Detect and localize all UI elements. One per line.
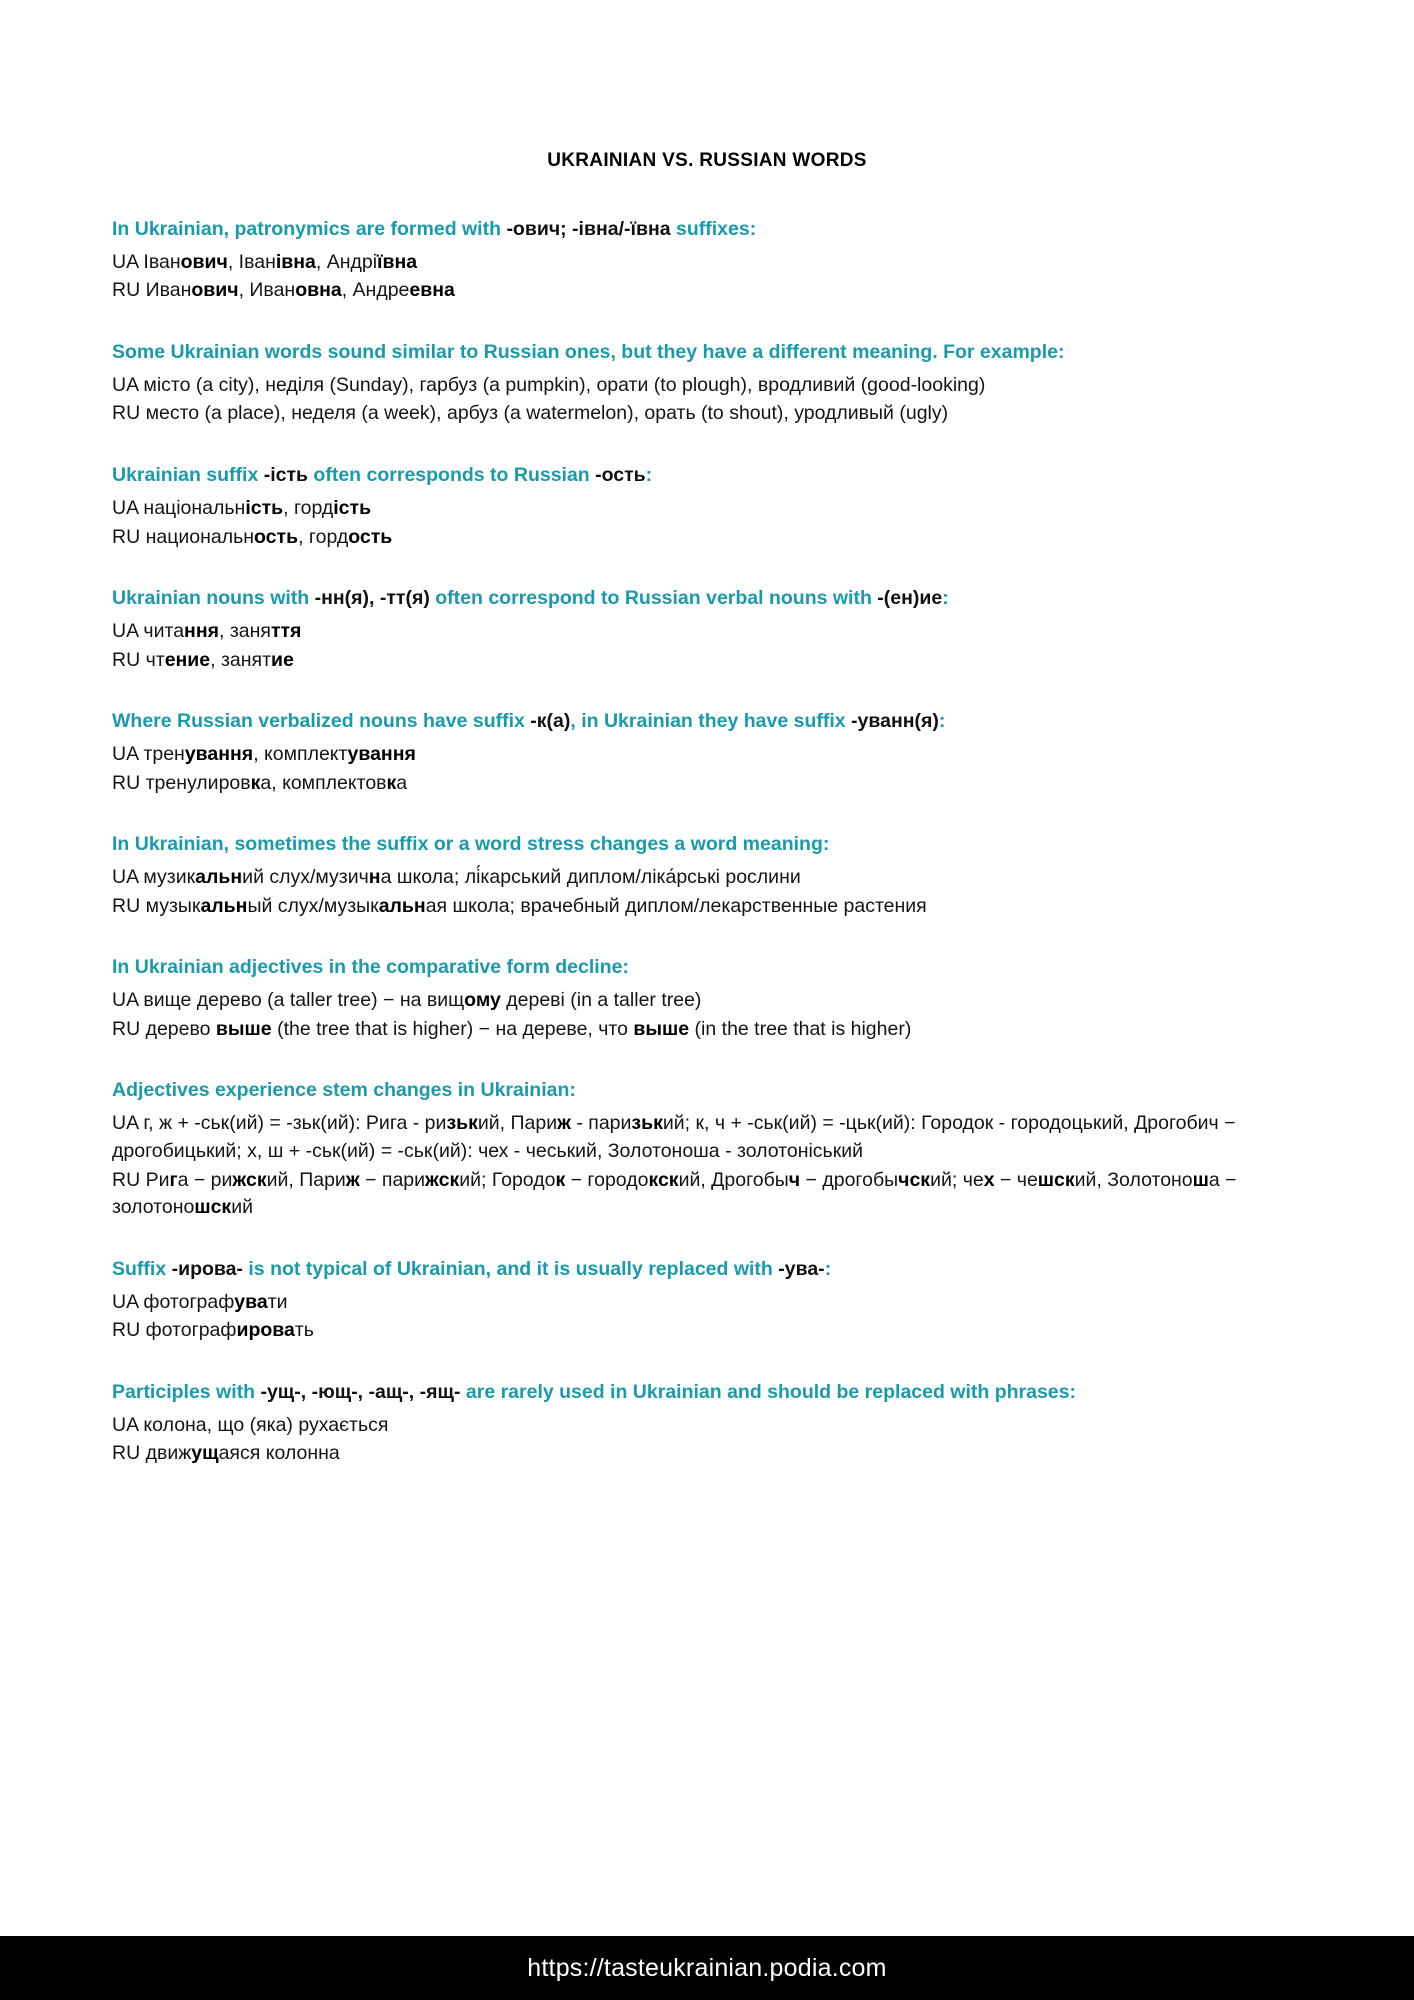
rule-section	[112, 1077, 1304, 1221]
russian-example-line: RU дерево выше (the tree that is higher) − на дереве, что выше (in the tree that is higher)	[112, 1017, 912, 1040]
rule-heading: In Ukrainian adjectives in the comparative form decline:	[112, 956, 629, 979]
rule-section	[112, 1256, 1304, 1345]
page-title: UKRAINIAN VS. RUSSIAN WORDS	[547, 150, 867, 171]
rule-section	[112, 831, 1304, 920]
russian-example-line: RU Иванович, Ивановна, Андреевна	[112, 279, 455, 302]
rule-heading: Suffix -ирова- is not typical of Ukrainian, and it is usually replaced with -ува-:	[112, 1257, 832, 1280]
footer-bar	[0, 1936, 1414, 2000]
rule-heading: Ukrainian suffix -ість often corresponds to Russian -ость:	[112, 464, 653, 487]
sections-container	[0, 216, 1414, 1468]
russian-example-line: RU место (a place), неделя (a week), арбуз (a watermelon), орать (to shout), уродливый (ugly)	[112, 402, 949, 425]
russian-example-line: RU национальность, гордость	[112, 525, 393, 548]
rule-heading: Ukrainian nouns with -нн(я), -тт(я) often correspond to Russian verbal nouns with -(ен)ие:	[112, 587, 949, 610]
ukrainian-example-line: UA тренування, комплектування	[112, 742, 416, 765]
rule-heading: Participles with -ущ-, -ющ-, -ащ-, -ящ- are rarely used in Ukrainian and should be replaced with phrases:	[112, 1380, 1076, 1403]
rule-heading: Where Russian verbalized nouns have suffix -к(а), in Ukrainian they have suffix -уванн(я):	[112, 710, 946, 733]
russian-example-line: RU Рига − рижский, Париж − парижский; Городок − городокский, Дрогобыч − дрогобычский; чех − чешский, Золотоноша − золотоношский	[112, 1168, 1237, 1219]
ukrainian-example-line: UA місто (a city), неділя (Sunday), гарбуз (a pumpkin), орати (to plough), вродливий (good-looking)	[112, 373, 986, 396]
rule-section	[112, 462, 1304, 551]
russian-example-line: RU фотографировать	[112, 1319, 314, 1342]
ukrainian-example-line: UA Іванович, Іванівна, Андріївна	[112, 250, 418, 273]
rule-section	[112, 585, 1304, 674]
rule-section	[112, 216, 1304, 305]
rule-section	[112, 1379, 1304, 1468]
ukrainian-example-line: UA національність, гордість	[112, 496, 372, 519]
ukrainian-example-line: UA вище дерево (a taller tree) − на вищому дереві (in a taller tree)	[112, 989, 702, 1012]
rule-heading: Adjectives experience stem changes in Ukrainian:	[112, 1079, 576, 1102]
ukrainian-example-line: UA музикальний слух/музична школа; лі́карський диплом/ліка́рські рослини	[112, 866, 801, 888]
rule-section	[112, 339, 1304, 428]
russian-example-line: RU чтение, занятие	[112, 648, 294, 671]
russian-example-line: RU движущаяся колонна	[112, 1442, 340, 1465]
ukrainian-example-line: UA читання, заняття	[112, 619, 302, 642]
rule-heading: Some Ukrainian words sound similar to Russian ones, but they have a different meaning. For example:	[112, 341, 1065, 364]
rule-heading: In Ukrainian, sometimes the suffix or a word stress changes a word meaning:	[112, 833, 830, 856]
russian-example-line: RU тренулировка, комплектовка	[112, 771, 408, 794]
russian-example-line: RU музыкальный слух/музыкальная школа; врачебный диплом/лекарственные растения	[112, 894, 927, 917]
ukrainian-example-line: UA колона, що (яка) рухається	[112, 1413, 389, 1436]
ukrainian-example-line: UA фотографувати	[112, 1290, 288, 1313]
rule-heading: In Ukrainian, patronymics are formed with -ович; -івна/-ївна suffixes:	[112, 218, 757, 240]
rule-section	[112, 954, 1304, 1043]
footer-url[interactable]: https://tasteukrainian.podia.com	[527, 1953, 887, 1982]
ukrainian-example-line: UA г, ж + -ськ(ий) = -зьк(ий): Рига - ризький, Париж - паризький; к, ч + -ськ(ий) = -цьк(ий): Городок - городоцький, Дрогобич − дрогобицький; х, ш + -ськ(ий) = -ськ(ий): чех - чеський, Золотоноша - золотоніський	[112, 1112, 1236, 1162]
rule-section	[112, 708, 1304, 797]
